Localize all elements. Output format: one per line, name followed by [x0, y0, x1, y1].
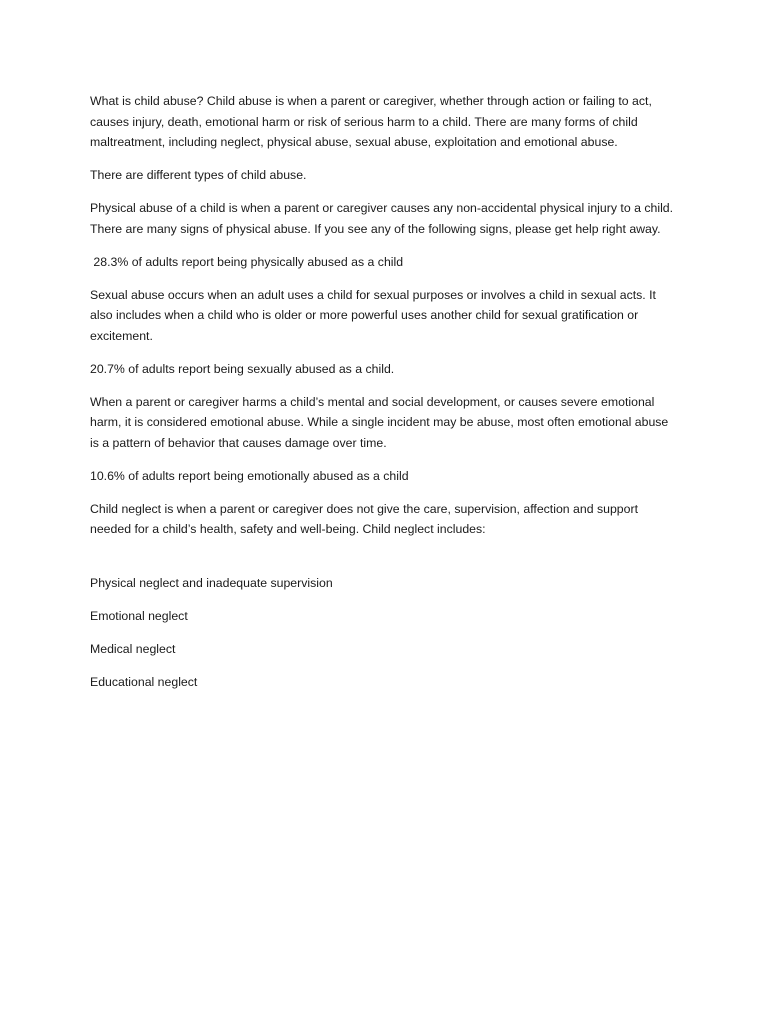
stat-physical-abuse: 28.3% of adults report being physically abused as a child — [90, 254, 404, 269]
stat-emotional-abuse: 10.6% of adults report being emotionally abused as a child — [90, 468, 409, 483]
neglect-type-physical: Physical neglect and inadequate supervision — [90, 575, 333, 590]
paragraph-emotional-abuse: When a parent or caregiver harms a child’s mental and social development, or causes severe emotional harm, it is considered emotional abuse. While a single incident may be abuse, most often emotional abuse is a pattern of behavior that causes damage over time. — [90, 394, 669, 450]
paragraph-child-neglect: Child neglect is when a parent or caregiver does not give the care, supervision, affection and support needed for a child’s health, safety and well-being. Child neglect includes: — [90, 501, 638, 536]
paragraph-sexual-abuse: Sexual abuse occurs when an adult uses a child for sexual purposes or involves a child in sexual acts. It also includes when a child who is older or more powerful uses another child for sexual gratification or excitement. — [90, 287, 656, 343]
paragraph-types-intro: There are different types of child abuse. — [90, 168, 307, 182]
neglect-type-medical: Medical neglect — [90, 641, 176, 656]
neglect-type-educational: Educational neglect — [90, 674, 198, 689]
paragraph-what-is-child-abuse: What is child abuse? Child abuse is when a parent or caregiver, whether through action or failing to act, causes injury, death, emotional harm or risk of serious harm to a child. There are many forms of child maltreatment, including neglect, physical abuse, sexual abuse, exploitation and emotional abuse. — [90, 94, 652, 149]
document-body — [90, 91, 680, 705]
neglect-type-emotional: Emotional neglect — [90, 608, 188, 623]
stat-sexual-abuse: 20.7% of adults report being sexually abused as a child. — [90, 361, 395, 376]
paragraph-physical-abuse: Physical abuse of a child is when a parent or caregiver causes any non-accidental physical injury to a child. There are many signs of physical abuse. If you see any of the following signs, please get help right away. — [90, 201, 674, 236]
